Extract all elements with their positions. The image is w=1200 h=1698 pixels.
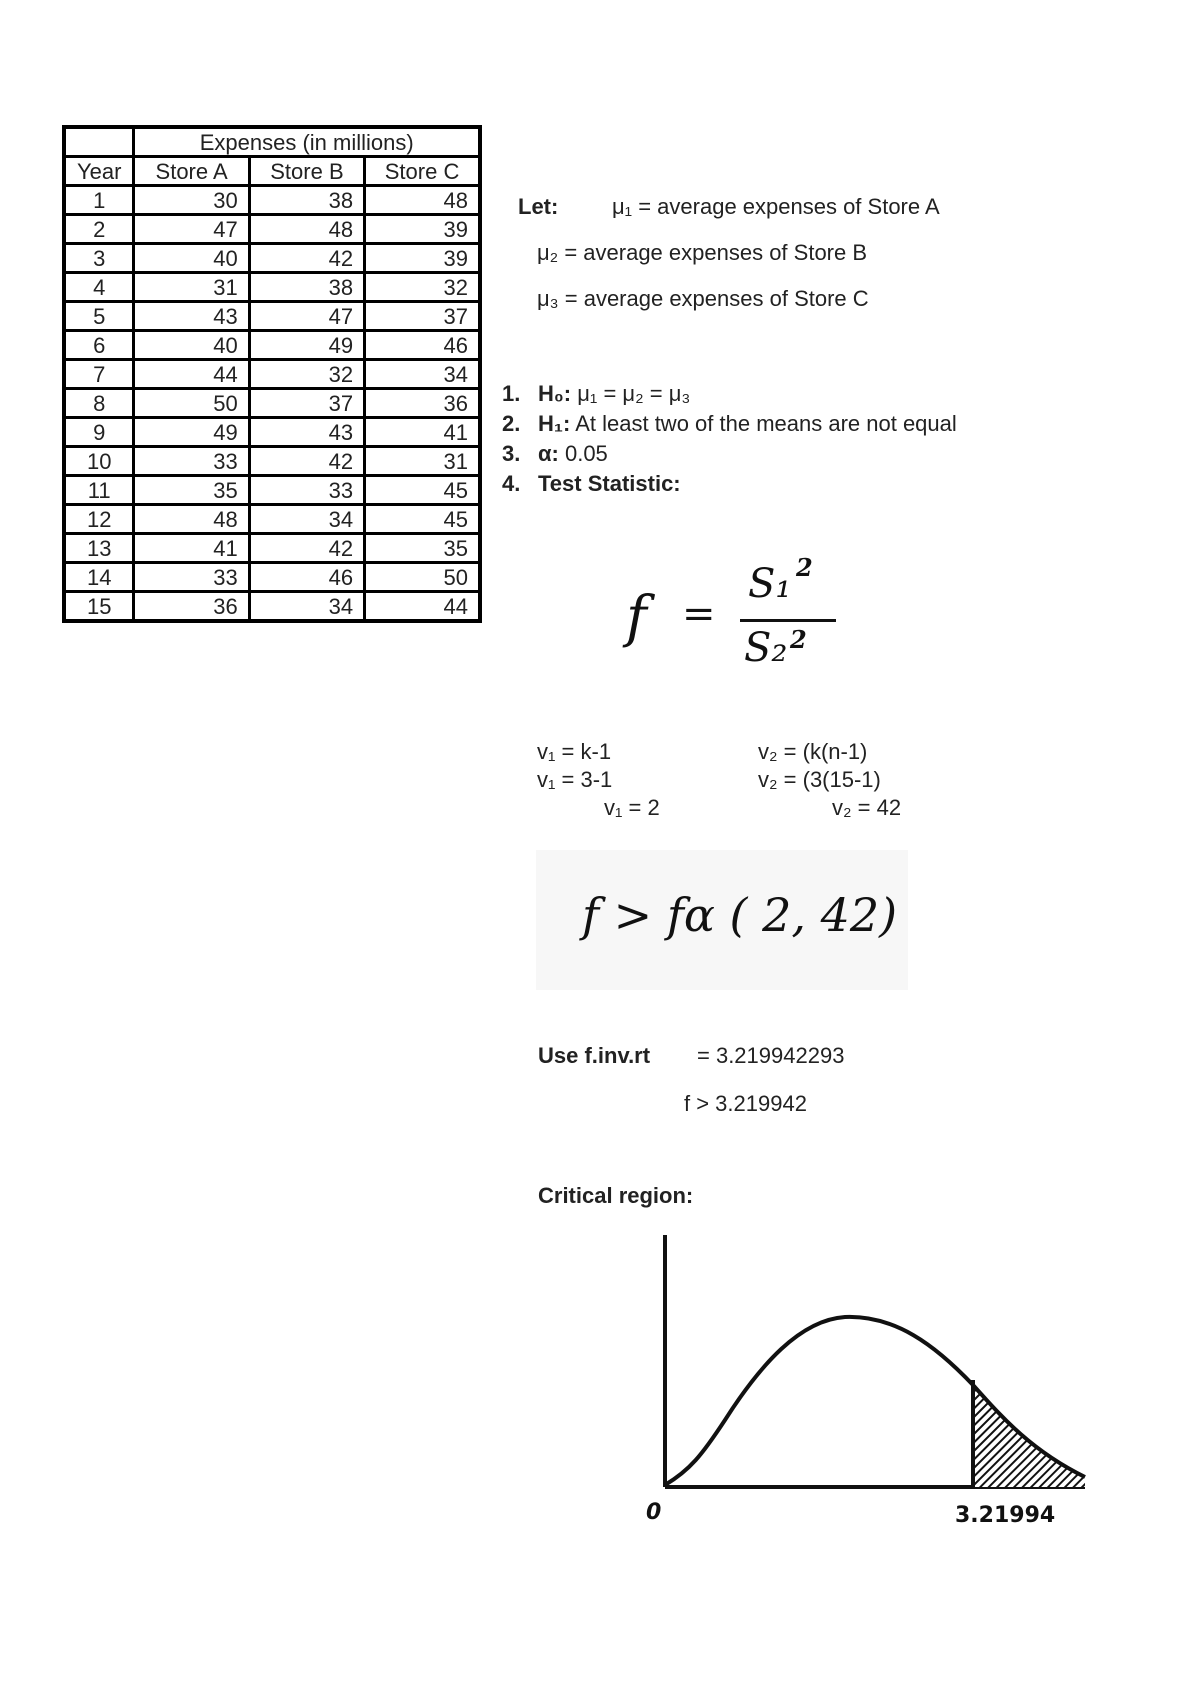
cell-store-a: 49 <box>134 418 249 447</box>
cell-store-a: 36 <box>134 592 249 622</box>
step-text: 0.05 <box>558 441 608 466</box>
cell-store-b: 32 <box>249 360 364 389</box>
cell-store-b: 42 <box>249 534 364 563</box>
table-header-row <box>64 157 480 186</box>
let-label: Let: <box>518 194 559 219</box>
cell-store-c: 31 <box>365 447 480 476</box>
cell-year: 4 <box>64 273 134 302</box>
table-row <box>64 389 480 418</box>
cell-store-a: 33 <box>134 563 249 592</box>
table-group-header: Expenses (in millions) <box>134 127 480 157</box>
cell-year: 11 <box>64 476 134 505</box>
cell-year: 12 <box>64 505 134 534</box>
cell-year: 2 <box>64 215 134 244</box>
cell-year: 14 <box>64 563 134 592</box>
cell-store-b: 34 <box>249 592 364 622</box>
cell-store-c: 41 <box>365 418 480 447</box>
shaded-tail-region <box>973 1385 1085 1487</box>
decision-rule-box <box>536 850 908 990</box>
table-row <box>64 244 480 273</box>
cell-year: 1 <box>64 186 134 215</box>
cell-store-a: 33 <box>134 447 249 476</box>
step-label: α: <box>538 441 559 466</box>
cell-store-c: 34 <box>365 360 480 389</box>
table-row <box>64 476 480 505</box>
cell-store-c: 35 <box>365 534 480 563</box>
table-row <box>64 592 480 622</box>
cell-store-c: 32 <box>365 273 480 302</box>
step-text: At least two of the means are not equal <box>570 411 957 436</box>
cell-year: 8 <box>64 389 134 418</box>
table-row <box>64 447 480 476</box>
table-row <box>64 534 480 563</box>
cell-store-a: 35 <box>134 476 249 505</box>
cell-store-b: 42 <box>249 447 364 476</box>
column-header-store-a: Store A <box>134 157 249 186</box>
v1-line-2: v₁ = 3-1 <box>537 767 613 792</box>
cell-store-a: 40 <box>134 244 249 273</box>
step-number: 4. <box>502 471 521 496</box>
cell-store-b: 38 <box>249 186 364 215</box>
cell-store-a: 30 <box>134 186 249 215</box>
hypothesis-steps <box>502 379 957 499</box>
mu3-definition: μ₃ = average expenses of Store C <box>537 286 869 311</box>
table-corner-cell <box>64 127 134 157</box>
origin-label: 0 <box>646 1500 662 1525</box>
v2-line-1: v₂ = (k(n-1) <box>758 739 868 764</box>
cell-store-c: 48 <box>365 186 480 215</box>
cell-store-a: 50 <box>134 389 249 418</box>
cell-store-c: 46 <box>365 331 480 360</box>
cell-store-a: 48 <box>134 505 249 534</box>
cell-store-a: 44 <box>134 360 249 389</box>
cell-store-b: 34 <box>249 505 364 534</box>
formula-numerator: S₁ <box>748 561 792 607</box>
step-label: H₁: <box>538 411 571 436</box>
v1-line-3: v₁ = 2 <box>604 795 660 820</box>
cell-store-a: 31 <box>134 273 249 302</box>
cell-year: 15 <box>64 592 134 622</box>
cell-store-c: 44 <box>365 592 480 622</box>
cell-store-b: 47 <box>249 302 364 331</box>
cell-year: 3 <box>64 244 134 273</box>
cell-store-b: 48 <box>249 215 364 244</box>
table-row <box>64 563 480 592</box>
cell-store-b: 38 <box>249 273 364 302</box>
cell-store-c: 39 <box>365 244 480 273</box>
cell-year: 13 <box>64 534 134 563</box>
step-text: μ₁ = μ₂ = μ₃ <box>571 381 691 406</box>
cell-store-b: 33 <box>249 476 364 505</box>
table-group-header-row <box>64 127 480 157</box>
critical-region-graph <box>630 1225 1100 1545</box>
v2-line-3: v₂ = 42 <box>832 795 902 820</box>
cell-store-c: 39 <box>365 215 480 244</box>
formula-equals: = <box>682 591 716 637</box>
cell-store-a: 47 <box>134 215 249 244</box>
step-item <box>502 409 957 439</box>
cell-year: 6 <box>64 331 134 360</box>
cell-year: 10 <box>64 447 134 476</box>
step-number: 2. <box>502 411 521 436</box>
v2-line-2: v₂ = (3(15-1) <box>758 767 881 792</box>
finv-label: Use f.inv.rt <box>538 1043 651 1068</box>
cell-store-c: 50 <box>365 563 480 592</box>
mu2-definition: μ₂ = average expenses of Store B <box>537 240 868 265</box>
step-item <box>502 439 957 469</box>
cutoff-label: 3.21994 <box>955 1503 1056 1528</box>
critical-value: f > 3.219942 <box>684 1091 807 1116</box>
finv-value: = 3.219942293 <box>697 1043 845 1068</box>
table-row <box>64 418 480 447</box>
expenses-table <box>62 125 482 623</box>
cell-year: 9 <box>64 418 134 447</box>
table-row <box>64 360 480 389</box>
cell-store-c: 37 <box>365 302 480 331</box>
table-row <box>64 302 480 331</box>
table-row <box>64 505 480 534</box>
column-header-store-b: Store B <box>249 157 364 186</box>
cell-store-b: 43 <box>249 418 364 447</box>
cell-store-c: 45 <box>365 505 480 534</box>
step-item <box>502 379 957 409</box>
f-statistic-formula <box>620 555 840 685</box>
cell-store-c: 36 <box>365 389 480 418</box>
column-header-store-c: Store C <box>365 157 480 186</box>
cell-store-b: 49 <box>249 331 364 360</box>
formula-lhs: f <box>626 585 647 650</box>
cell-store-b: 46 <box>249 563 364 592</box>
step-number: 3. <box>502 441 521 466</box>
cell-year: 7 <box>64 360 134 389</box>
cell-store-a: 41 <box>134 534 249 563</box>
formula-numerator-exponent: 2 <box>796 553 813 582</box>
step-number: 1. <box>502 381 521 406</box>
cell-year: 5 <box>64 302 134 331</box>
table-row <box>64 273 480 302</box>
step-item <box>502 469 957 499</box>
step-label: Test Statistic: <box>538 471 681 496</box>
table-row <box>64 215 480 244</box>
decision-rule: f > fα ( 2, 42) <box>582 888 898 942</box>
cell-store-b: 42 <box>249 244 364 273</box>
formula-denominator-exponent: 2 <box>790 625 807 654</box>
formula-denominator: S₂ <box>744 625 788 671</box>
table-row <box>64 186 480 215</box>
step-label: H₀: <box>538 381 572 406</box>
cell-store-a: 40 <box>134 331 249 360</box>
table-row <box>64 331 480 360</box>
cell-store-b: 37 <box>249 389 364 418</box>
critical-region-label: Critical region: <box>538 1183 694 1208</box>
mu1-definition: μ₁ = average expenses of Store A <box>612 194 940 219</box>
cell-store-a: 43 <box>134 302 249 331</box>
cell-store-c: 45 <box>365 476 480 505</box>
formula-fraction-bar <box>740 619 836 622</box>
column-header-year: Year <box>64 157 134 186</box>
v1-line-1: v₁ = k-1 <box>537 739 612 764</box>
